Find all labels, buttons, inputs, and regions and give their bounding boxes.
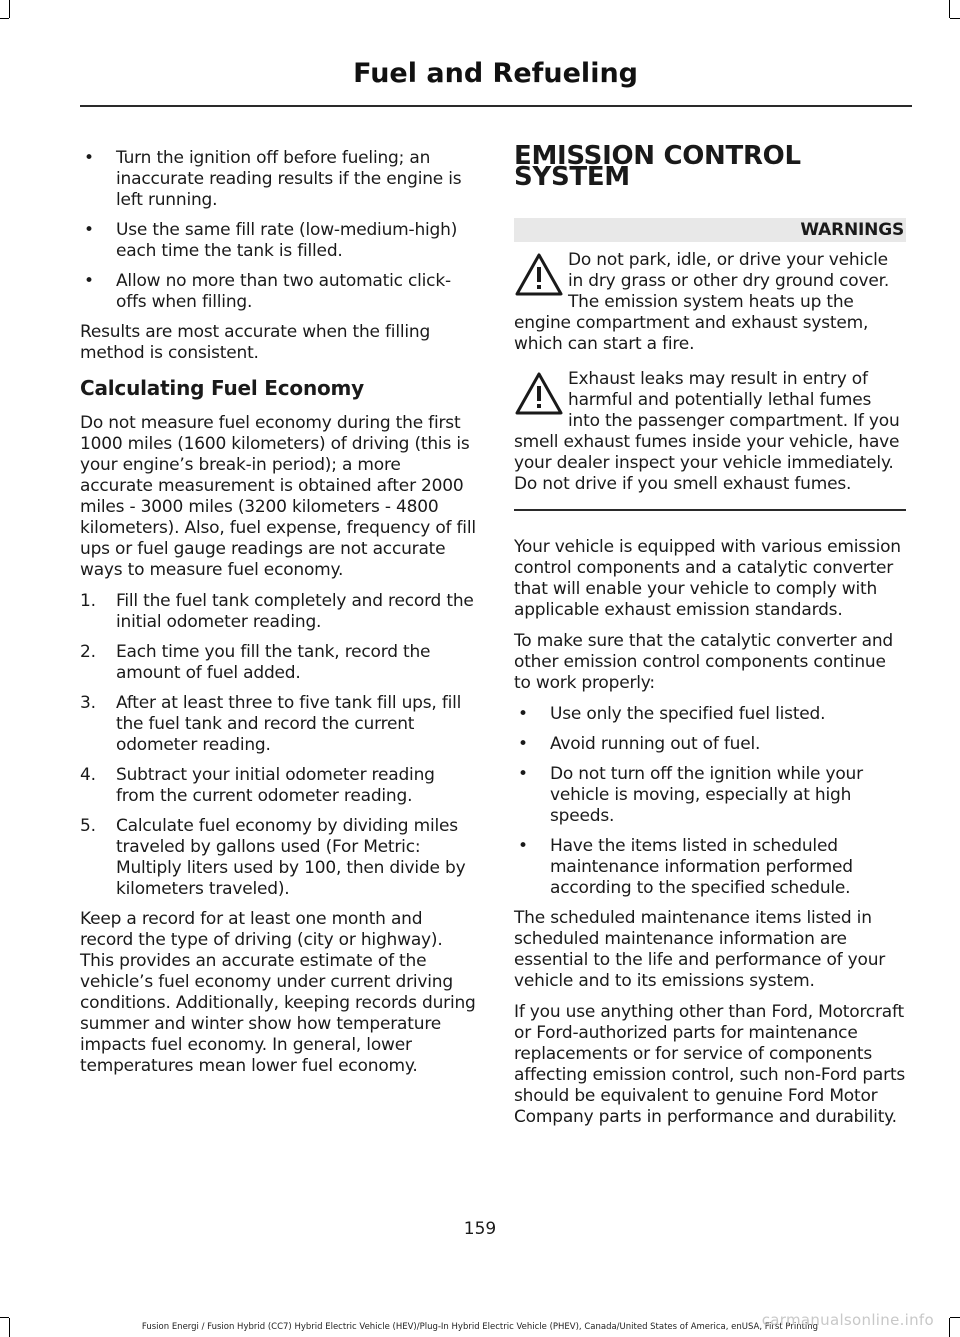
list-item: • Have the items listed in scheduled maintenance information performed according to the specified schedule. — [518, 836, 853, 898]
bullet-marker: • — [84, 220, 94, 240]
page-header-title: Fuel and Refueling — [353, 58, 638, 89]
warnings-label: WARNINGS — [514, 218, 906, 242]
page-footer: Fusion Energi / Fusion Hybrid (CC7) Hybrid Electric Vehicle (HEV)/Plug-In Hybrid Electric Vehicle (PHEV), Canada/United States of America, enUSA, First Printing — [141, 1322, 819, 1332]
paragraph-record: Keep a record for at least one month and record the type of driving (city or highway). This provides an accurate estimate of the vehicle’s fuel economy under current driving conditions. Additionally, keeping records during summer and winter show how temperature impacts fuel economy. In general, lower temperatures mean lower fuel economy. — [80, 909, 476, 1076]
section-heading-calculating: Calculating Fuel Economy — [80, 376, 365, 400]
list-item: 5. Calculate fuel economy by dividing miles traveled by gallons used (For Metric: Multiply liters used by 100, then divide by kilometers traveled). — [80, 816, 466, 899]
list-item: 2. Each time you fill the tank, record the amount of fuel added. — [80, 642, 431, 683]
left-column — [80, 148, 476, 1087]
bullet-marker: • — [84, 271, 94, 291]
paragraph-equipped: Your vehicle is equipped with various emission control components and a catalytic converter that will enable your vehicle to comply with applicable exhaust emission standards. — [514, 537, 901, 620]
list-item: 1. Fill the fuel tank completely and record the initial odometer reading. — [80, 591, 474, 632]
list-item: 4. Subtract your initial odometer reading from the current odometer reading. — [80, 765, 435, 806]
right-column — [514, 141, 906, 1138]
warning-triangle-icon — [514, 371, 564, 417]
paragraph-scheduled: The scheduled maintenance items listed in scheduled maintenance information are essential to the life and performance of your vehicle and to its emissions system. — [514, 908, 886, 991]
watermark: carmanualsonline.info — [761, 1311, 934, 1329]
list-item: • Turn the ignition off before fueling; an inaccurate reading results if the engine is left running. — [84, 148, 462, 210]
section-heading-emission: EMISSION CONTROL SYSTEM — [514, 141, 801, 192]
crop-mark-top-left-h — [0, 18, 9, 19]
list-item: • Do not turn off the ignition while your vehicle is moving, especially at high speeds. — [518, 764, 863, 826]
warning-item: Exhaust leaks may result in entry of harmful and potentially lethal fumes into the passenger compartment. If you smell exhaust fumes inside your vehicle, have your dealer inspect your vehicle immediately. Do not drive if you smell exhaust fumes. — [514, 369, 900, 494]
list-item: • Use only the specified fuel listed. — [518, 704, 826, 724]
crop-mark-top-right-v — [949, 0, 950, 18]
crop-mark-bottom-left-v — [9, 1318, 10, 1337]
page-number: 159 — [463, 1219, 497, 1239]
bullet-marker: • — [518, 704, 528, 724]
emission-tips-list — [514, 704, 906, 899]
crop-mark-top-left-v — [9, 0, 10, 18]
crop-mark-top-right-h — [950, 18, 960, 19]
calculation-steps-list — [80, 591, 476, 900]
crop-mark-bottom-right-v — [949, 1318, 950, 1337]
warnings-end-rule — [514, 509, 906, 511]
list-item: • Allow no more than two automatic click-offs when filling. — [84, 271, 451, 312]
bullet-marker: • — [84, 148, 94, 168]
list-item: 3. After at least three to five tank fill ups, fill the fuel tank and record the current odometer reading. — [80, 693, 462, 755]
crop-mark-bottom-left-h — [0, 1317, 9, 1318]
list-item: • Use the same fill rate (low-medium-high) each time the tank is filled. — [84, 220, 458, 261]
header-rule — [80, 105, 912, 107]
bullet-marker: • — [518, 734, 528, 754]
paragraph-make-sure: To make sure that the catalytic converter and other emission control components continue to work properly: — [514, 631, 894, 693]
list-item: • Avoid running out of fuel. — [518, 734, 761, 754]
bullet-marker: • — [518, 764, 528, 784]
fueling-tips-list — [80, 148, 476, 313]
warning-triangle-icon — [514, 252, 564, 298]
paragraph-measure: Do not measure fuel economy during the first 1000 miles (1600 kilometers) of driving (this is your engine’s break-in period); a more accurate measurement is obtained after 2000 miles - 3000 miles (3200 kilometers - 4800 kilometers). Also, fuel expense, frequency of fill ups or fuel gauge readings are not accurate ways to measure fuel economy. — [80, 413, 476, 580]
bullet-marker: • — [518, 836, 528, 856]
paragraph-results: Results are most accurate when the filling method is consistent. — [80, 322, 431, 363]
crop-mark-bottom-right-h — [950, 1317, 960, 1318]
paragraph-parts: If you use anything other than Ford, Motorcraft or Ford-authorized parts for maintenance replacements or for service of components affecting emission control, such non-Ford parts should be equivalent to genuine Ford Motor Company parts in performance and durability. — [514, 1002, 906, 1127]
warning-item: Do not park, idle, or drive your vehicle in dry grass or other dry ground cover. The emission system heats up the engine compartment and exhaust system, which can start a fire. — [514, 250, 890, 354]
